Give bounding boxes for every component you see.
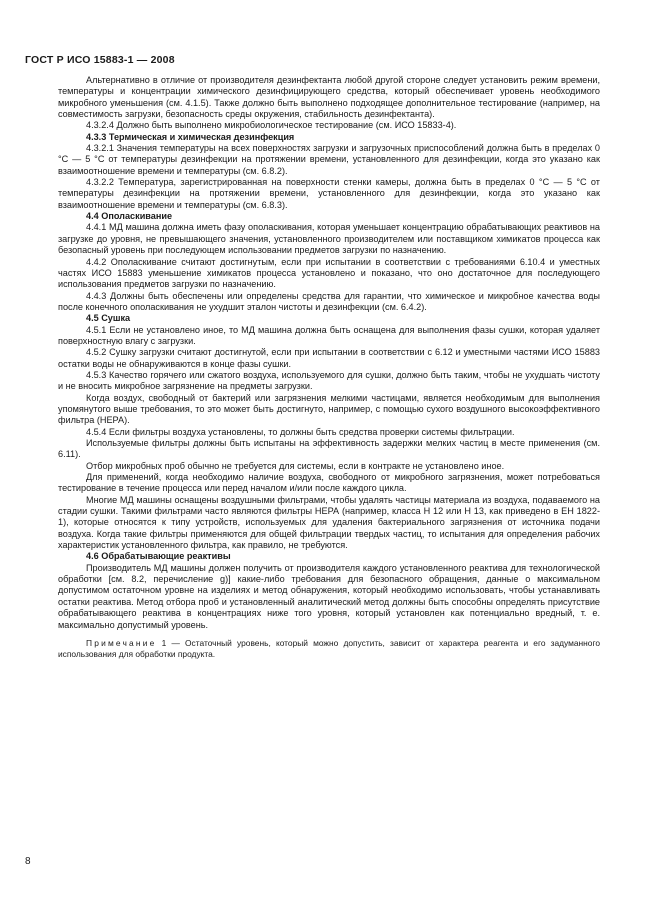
paragraph: 4.3.2.4 Должно быть выполнено микробиологическое тестирование (см. ИСО 15833-4). (86, 120, 457, 131)
note (58, 638, 600, 661)
paragraph: 4.5.3 Качество горячего или сжатого воздуха, используемого для сушки, должно быть таким, чтобы не ухудшать чистоту и не вносить микробное загрязнение на предметы загрузки. (58, 369, 600, 392)
note-label: Примечание (86, 637, 157, 648)
paragraph: 4.5.4 Если фильтры воздуха установлены, то должны быть средства проверки системы фильтрации. (86, 426, 515, 437)
section-heading: 4.5 Сушка (86, 313, 131, 324)
paragraph: 4.5.2 Сушку загрузки считают достигнутой, если при испытании в соответствии с 6.12 и уместными частями ИСО 15883 остатки воды не обнаруживаются в конце фазы сушки. (58, 347, 600, 369)
paragraph: Многие МД машины оснащены воздушными фильтрами, чтобы удалять частицы материала из воздуха, подаваемого на стадии сушки. Такими фильтрами часто являются фильтры НЕРА (например, класса Н 12 или Н 13, как приведено в ЕН 1822-1), которые относятся к типу устройств, используемых для удаления бактериального загрязнения от источника подачи воздуха. Когда такие фильтры применяются для общей фильтрации твердых частиц, то испытания для определения рабочих характеристик установленного фильтра, как правило, не требуются. (58, 494, 600, 551)
section-heading: 4.4 Ополаскивание (86, 211, 173, 222)
document-body (58, 75, 600, 661)
paragraph: Производитель МД машины должен получить от производителя каждого установленного реактива для технологической обработки [см. 8.2, перечисление g)] какие-либо требования для безопасного обращения, данные о максимальном допустимом остаточном уровне на изделиях и метод обнаружения, который необходимо использовать, чтобы устанавливать остатки реактива. Метод отбора проб и установленный аналитический метод должны быть способны определять присутствие обрабатывающего реактива в концентрациях ниже того уровня, который установлен как потенциально вредный, т. е. максимально допустимый уровень. (58, 562, 600, 630)
paragraph: 4.5.1 Если не установлено иное, то МД машина должна быть оснащена для выполнения фазы сушки, которая удаляет поверхностную влагу с загрузки. (58, 324, 600, 346)
paragraph: 4.3.2.2 Температура, зарегистрированная на поверхности стенки камеры, должна быть в пределах 0 °C — 5 °C от температуры дезинфекции на протяжении времени, установленного для дезинфекции, когда это указано как взаимоотношение времени и температуры (см. 6.8.3). (58, 177, 600, 210)
paragraph: 4.3.2.1 Значения температуры на всех поверхностях загрузки и загрузочных приспособлений должна быть в пределах 0 °C — 5 °C от температуры дезинфекции на протяжении времени, установленного для дезинфекции, когда это указано как взаимоотношение времени и температуры (см. 6.8.2). (58, 143, 600, 176)
paragraph: Для применений, когда необходимо наличие воздуха, свободного от микробного загрязнения, может потребоваться тестирование в течение процесса или перед началом и/или после каждого цикла. (58, 472, 600, 494)
section-heading: 4.3.3 Термическая и химическая дезинфекция (86, 131, 295, 142)
paragraph: Когда воздух, свободный от бактерий или загрязнения мелкими частицами, является необходимым для выполнения упомянутого выше требования, то это может быть достигнуто, например, с помощью сухого воздушного высокоэффективного фильтра (НЕРА). (58, 392, 600, 426)
section-heading: 4.6 Обрабатывающие реактивы (86, 551, 231, 562)
note-text: 1 — Остаточный уровень, который можно допустить, зависит от характера реагента и его задуманного использования для обработки продукта. (58, 637, 600, 660)
paragraph: 4.4.2 Ополаскивание считают достигнутым, если при испытании в соответствии с требованиями 6.10.4 и уместных частях ИСО 15883 уменьшение химикатов процесса установлено и показано, что оно достаточное для последующего использования предметов загрузки по назначению. (58, 256, 600, 290)
document-header: ГОСТ Р ИСО 15883-1 — 2008 (25, 54, 175, 66)
paragraph: Альтернативно в отличие от производителя дезинфектанта любой другой стороне следует установить режим времени, температуры и концентрации химического дезинфицирующего средства, который обеспечивает уровень необходимого микробного уменьшения (см. 4.1.5). Также должно быть выполнено подходящее дополнительное тестирование (например, на совместимость загрузки, безопасность среды окружения, стабильность дезинфектанта). (58, 75, 600, 120)
paragraph: Используемые фильтры должны быть испытаны на эффективность задержки мелких частиц в месте применения (см. 6.11). (58, 438, 600, 460)
page-number: 8 (25, 856, 31, 867)
paragraph: Отбор микробных проб обычно не требуется для системы, если в контракте не установлено иное. (86, 460, 505, 471)
paragraph: 4.4.1 МД машина должна иметь фазу ополаскивания, которая уменьшает концентрацию обрабатывающих реактивов на загрузке до уровня, не превышающего значения, установленного производителем или поставщиком химикатов процесса как безопасный уровень при последующем использовании предметов загрузки по назначению. (58, 222, 600, 256)
paragraph: 4.4.3 Должны быть обеспечены или определены средства для гарантии, что химическое и микробное качества воды после конечного ополаскивания не ухудшит эталон чистоты и дезинфекции (см. 6.4.2). (58, 290, 600, 312)
